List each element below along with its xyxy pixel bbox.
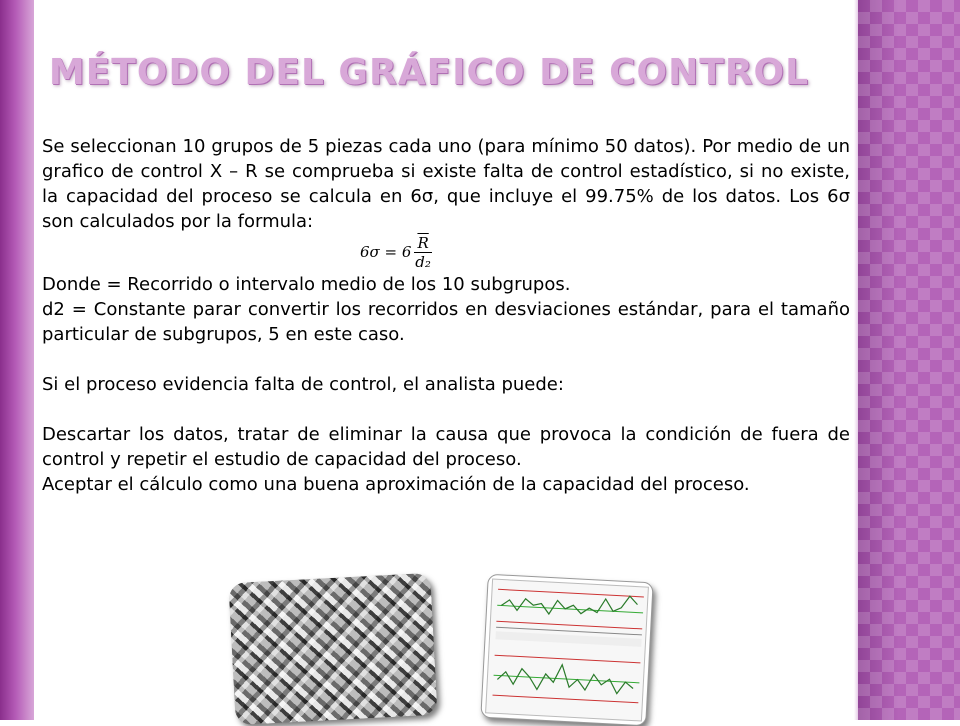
left-decorative-stripe (0, 0, 34, 720)
paragraph-aceptar: Aceptar el cálculo como una buena aproximación de la capacidad del proceso. (42, 474, 750, 495)
slide-body (42, 134, 850, 497)
paragraph-intro: Se seleccionan 10 grupos de 5 piezas cada uno (para mínimo 50 datos). Por medio de un grafico de control X – R se comprueba si existe falta de control estadístico, si no existe, la capacidad del proceso se calcula en 6σ, que incluye el 99.75% de los datos. Los 6σ son calculados por la formula: (42, 136, 850, 232)
paragraph-d2: d2 = Constante parar convertir los recorridos en desviaciones estándar, para el tamaño particular de subgrupos, 5 en este caso. (42, 299, 850, 345)
paragraph-descartar: Descartar los datos, tratar de eliminar la causa que provoca la condición de fuera de control y repetir el estudio de capacidad del proceso. (42, 424, 850, 470)
formula-lhs: 6σ = 6 (360, 242, 412, 261)
control-chart-thumbnail (480, 574, 653, 726)
control-chart-graphic (481, 575, 652, 725)
slide-title: MÉTODO DEL GRÁFICO DE CONTROL (48, 52, 810, 93)
formula-6sigma (360, 232, 850, 272)
right-decorative-panel (858, 0, 960, 720)
paragraph-donde: Donde = Recorrido o intervalo medio de los 10 subgrupos. (42, 274, 571, 295)
formula-numerator: $\overline{R}$ (417, 233, 429, 252)
metal-mesh-photo (228, 573, 437, 725)
formula-fraction (414, 234, 431, 271)
paragraph-si: Si el proceso evidencia falta de control, el analista puede: (42, 374, 564, 395)
formula-denominator: d₂ (415, 252, 431, 271)
